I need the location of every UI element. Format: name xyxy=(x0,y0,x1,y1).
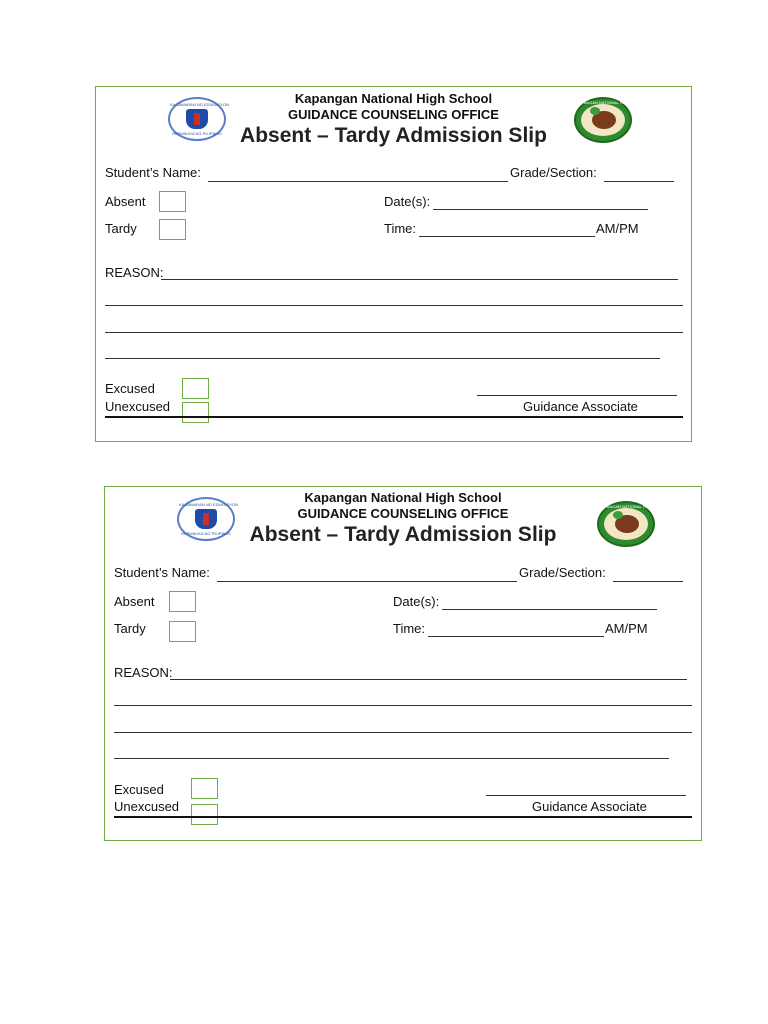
student-name-label: Student’s Name: xyxy=(105,165,201,180)
reason-line-4[interactable] xyxy=(105,358,660,359)
school-seal-text: KAPANGAN NATIONAL HIGH SCHOOL xyxy=(576,100,648,105)
bottom-rule xyxy=(114,816,692,818)
slip-title: Absent – Tardy Admission Slip xyxy=(249,523,557,546)
unexcused-checkbox[interactable] xyxy=(182,402,209,423)
guidance-associate-label: Guidance Associate xyxy=(523,399,638,414)
school-seal-text: KAPANGAN NATIONAL HIGH SCHOOL xyxy=(599,504,671,509)
signature-line[interactable] xyxy=(486,795,686,796)
absent-checkbox[interactable] xyxy=(169,591,196,612)
reason-label: REASON: xyxy=(114,665,173,680)
admission-slip-2 xyxy=(104,486,702,841)
deped-seal-top-text: KAGAWARAN NG EDUKASYON xyxy=(179,502,239,507)
excused-label: Excused xyxy=(105,381,155,396)
reason-line-1[interactable] xyxy=(161,279,678,280)
grade-section-label: Grade/Section: xyxy=(519,565,606,580)
excused-label: Excused xyxy=(114,782,164,797)
tardy-checkbox[interactable] xyxy=(159,219,186,240)
unexcused-checkbox[interactable] xyxy=(191,804,218,825)
excused-checkbox[interactable] xyxy=(191,778,218,799)
reason-label: REASON: xyxy=(105,265,164,280)
dates-field[interactable] xyxy=(442,609,657,610)
deped-seal-top-text: KAGAWARAN NG EDUKASYON xyxy=(170,102,230,107)
grade-section-field[interactable] xyxy=(604,181,674,182)
deped-seal-bottom-text: REPUBLIKA NG PILIPINAS xyxy=(172,131,222,136)
tardy-checkbox[interactable] xyxy=(169,621,196,642)
signature-line[interactable] xyxy=(477,395,677,396)
absent-label: Absent xyxy=(114,594,155,609)
student-name-label: Student’s Name: xyxy=(114,565,210,580)
absent-label: Absent xyxy=(105,194,146,209)
office-name: GUIDANCE COUNSELING OFFICE xyxy=(297,506,509,521)
guidance-associate-label: Guidance Associate xyxy=(532,799,647,814)
time-field[interactable] xyxy=(428,636,604,637)
reason-line-3[interactable] xyxy=(105,332,683,333)
reason-line-4[interactable] xyxy=(114,758,669,759)
school-name: Kapangan National High School xyxy=(294,91,493,106)
student-name-field[interactable] xyxy=(217,581,517,582)
unexcused-label: Unexcused xyxy=(114,799,180,814)
ampm-label: AM/PM xyxy=(596,221,639,236)
grade-section-field[interactable] xyxy=(613,581,683,582)
dates-label: Date(s): xyxy=(393,594,440,609)
dates-label: Date(s): xyxy=(384,194,431,209)
reason-line-1[interactable] xyxy=(170,679,687,680)
slip-title: Absent – Tardy Admission Slip xyxy=(240,124,547,147)
reason-line-3[interactable] xyxy=(114,732,692,733)
dates-field[interactable] xyxy=(433,209,648,210)
absent-checkbox[interactable] xyxy=(159,191,186,212)
student-name-field[interactable] xyxy=(208,181,508,182)
time-label: Time: xyxy=(384,221,417,236)
admission-slip-1 xyxy=(95,86,692,442)
bottom-rule xyxy=(105,416,683,418)
tardy-label: Tardy xyxy=(114,621,146,636)
office-name: GUIDANCE COUNSELING OFFICE xyxy=(288,107,499,122)
school-name: Kapangan National High School xyxy=(304,490,502,505)
time-label: Time: xyxy=(393,621,426,636)
unexcused-label: Unexcused xyxy=(105,399,171,414)
time-field[interactable] xyxy=(419,236,595,237)
deped-seal-bottom-text: REPUBLIKA NG PILIPINAS xyxy=(181,531,231,536)
reason-line-2[interactable] xyxy=(105,305,683,306)
grade-section-label: Grade/Section: xyxy=(510,165,597,180)
reason-line-2[interactable] xyxy=(114,705,692,706)
ampm-label: AM/PM xyxy=(605,621,648,636)
excused-checkbox[interactable] xyxy=(182,378,209,399)
tardy-label: Tardy xyxy=(105,221,137,236)
